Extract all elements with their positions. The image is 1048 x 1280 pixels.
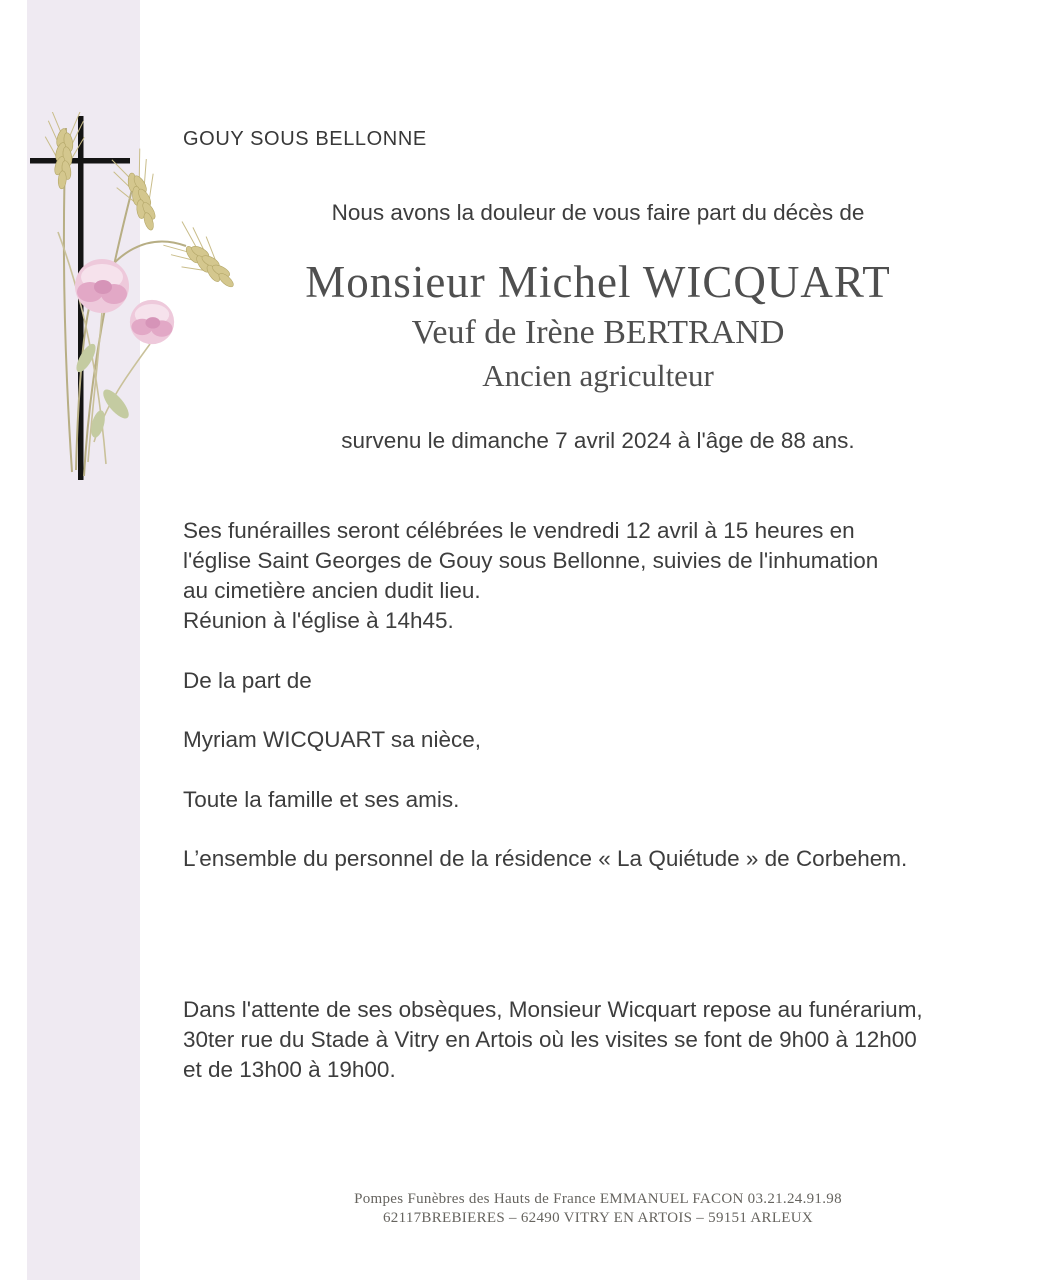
staff-line: L’ensemble du personnel de la résidence « La Quiétude » de Corbehem. — [183, 846, 908, 871]
funeral-paragraph — [183, 516, 1013, 636]
family-line: Toute la famille et ses amis. — [183, 787, 460, 812]
funeral-home-footer — [183, 1190, 1013, 1228]
deceased-relation: Veuf de Irène BERTRAND — [411, 314, 785, 351]
repose-line: et de 13h00 à 19h00. — [183, 1057, 396, 1082]
meeting-line: Réunion à l'église à 14h45. — [183, 608, 454, 633]
location-title: GOUY SOUS BELLONNE — [183, 128, 427, 150]
funeral-line: Ses funérailles seront célébrées le vendredi 12 avril à 15 heures en — [183, 518, 855, 543]
funeral-line: l'église Saint Georges de Gouy sous Bellonne, suivies de l'inhumation — [183, 548, 879, 573]
deceased-name: Monsieur Michel WICQUART — [305, 257, 891, 307]
funeral-line: au cimetière ancien dudit lieu. — [183, 578, 481, 603]
deceased-occupation: Ancien agriculteur — [482, 358, 714, 393]
repose-paragraph — [183, 995, 1013, 1085]
family-member-line: Myriam WICQUART sa nièce, — [183, 727, 481, 752]
repose-line: Dans l'attente de ses obsèques, Monsieur Wicquart repose au funérarium, — [183, 997, 923, 1022]
funeral-home-addresses: 62117BREBIERES – 62490 VITRY EN ARTOIS – 59151 ARLEUX — [382, 1210, 814, 1226]
from-label: De la part de — [183, 668, 312, 693]
funeral-home-contact: Pompes Funèbres des Hauts de France EMMANUEL FACON 03.21.24.91.98 — [354, 1191, 842, 1207]
intro-line: Nous avons la douleur de vous faire part du décès de — [331, 200, 865, 225]
death-date-line: survenu le dimanche 7 avril 2024 à l'âge de 88 ans. — [341, 428, 855, 453]
repose-line: 30ter rue du Stade à Vitry en Artois où les visites se font de 9h00 à 12h00 — [183, 1027, 917, 1052]
